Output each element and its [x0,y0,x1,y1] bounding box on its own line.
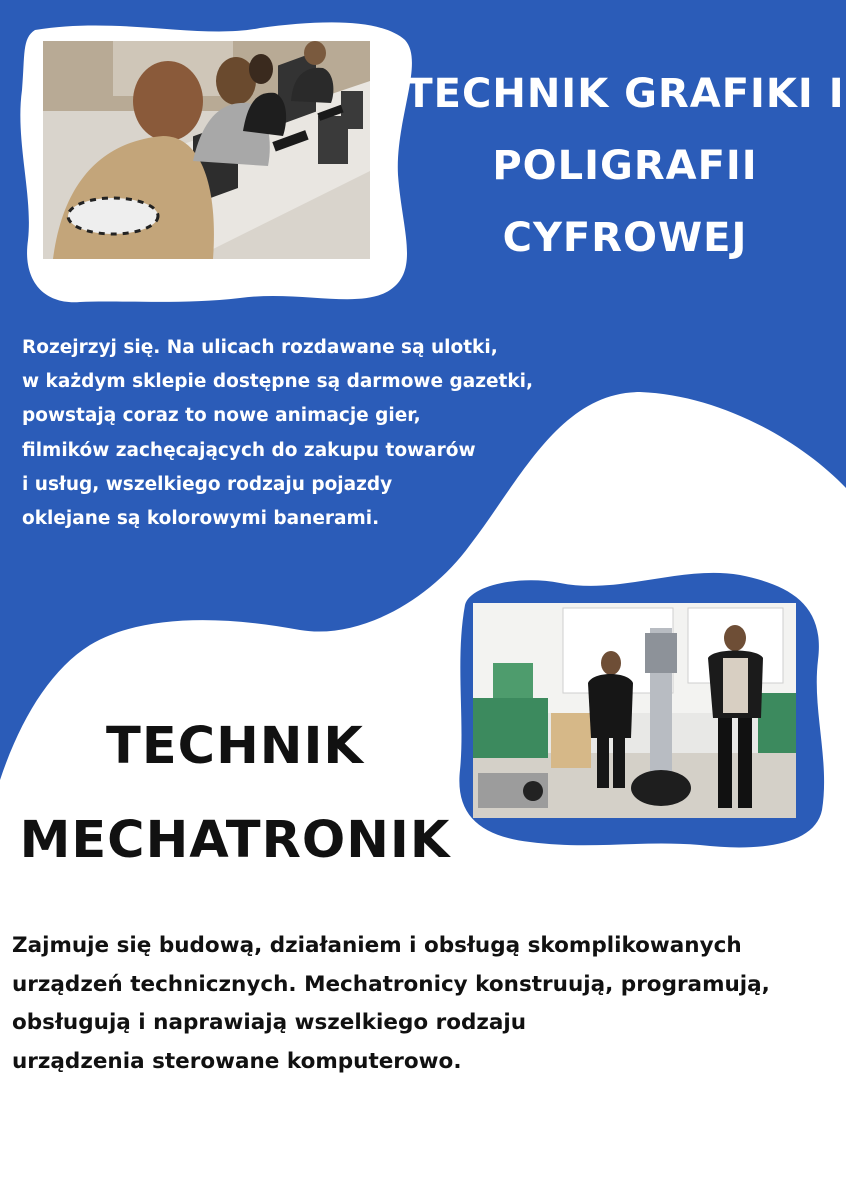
photo-computer-classroom [43,41,370,259]
paragraph-line: w każdym sklepie dostępne są darmowe gazetki, [22,371,534,393]
title-line: MECHATRONIK [19,811,451,870]
title-line: TECHNIK [106,717,364,776]
paragraph-line: urządzeń technicznych. Mechatronicy konstruują, programują, [12,971,770,997]
title-line: POLIGRAFII [492,143,758,189]
section-1-paragraph [22,331,622,536]
title-line: TECHNIK GRAFIKI I [405,71,845,117]
title-line: CYFROWEJ [502,215,748,261]
section-2-paragraph [12,927,842,1081]
paragraph-line: urządzenia sterowane komputerowo. [12,1048,462,1074]
paragraph-line: powstają coraz to nowe animacje gier, [22,405,421,427]
paragraph-line: filmików zachęcających do zakupu towarów [22,439,476,461]
paragraph-line: oklejane są kolorowymi banerami. [22,508,380,530]
section-1-title [404,58,846,274]
paragraph-line: i usług, wszelkiego rodzaju pojazdy [22,473,393,495]
photo-mechatronics-lab [473,603,796,818]
paragraph-line: Zajmuje się budową, działaniem i obsługą skomplikowanych [12,933,742,958]
paragraph-line: obsługują i naprawiają wszelkiego rodzaju [12,1010,527,1035]
section-2-title [0,700,470,888]
paragraph-line: Rozejrzyj się. Na ulicach rozdawane są ulotki, [22,337,498,358]
